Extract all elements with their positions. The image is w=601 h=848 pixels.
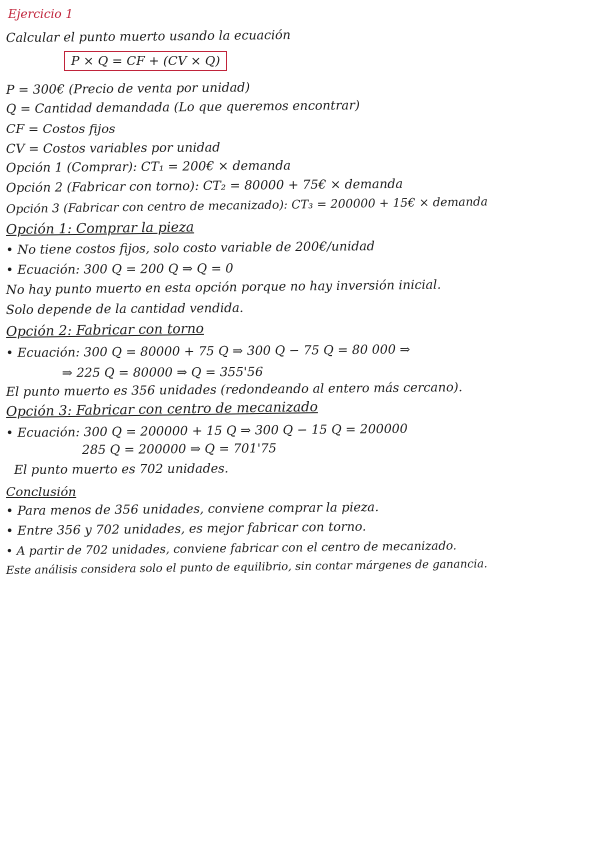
definition-line: Q = Cantidad demandada (Lo que queremos encontrar) xyxy=(5,97,360,116)
conclusion-line: • Para menos de 356 unidades, conviene comprar la pieza. xyxy=(5,499,379,518)
section-heading-option-2: Opción 2: Fabricar con torno xyxy=(5,320,205,340)
definition-line: P = 300€ (Precio de venta por unidad) xyxy=(5,79,251,97)
section-line: Solo depende de la cantidad vendida. xyxy=(5,299,244,317)
section-line: • No tiene costos fijos, solo costo variable de 200€/unidad xyxy=(5,238,375,257)
section-heading-option-3: Opción 3: Fabricar con centro de mecanizado xyxy=(5,399,318,420)
definition-line: CF = Costos fijos xyxy=(6,121,116,136)
section-line: • Ecuación: 300 Q = 80000 + 75 Q ⇒ 300 Q − 75 Q = 80 000 ⇒ xyxy=(5,341,411,360)
definition-line: Opción 3 (Fabricar con centro de mecanizado): CT₃ = 200000 + 15€ × demanda xyxy=(5,194,488,216)
section-line: ⇒ 225 Q = 80000 ⇒ Q = 355'56 xyxy=(61,363,264,380)
section-line: No hay punto muerto en esta opción porque no hay inversión inicial. xyxy=(5,276,442,297)
conclusion-line: • Entre 356 y 702 unidades, es mejor fabricar con torno. xyxy=(5,518,367,538)
definition-line: Opción 1 (Comprar): CT₁ = 200€ × demanda xyxy=(5,157,291,175)
definition-line: Opción 2 (Fabricar con torno): CT₂ = 80000 + 75€ × demanda xyxy=(5,175,404,195)
definition-line: CV = Costos variables por unidad xyxy=(5,139,221,156)
section-line: El punto muerto es 702 unidades. xyxy=(13,460,229,477)
section-line: 285 Q = 200000 ⇒ Q = 701'75 xyxy=(81,440,277,457)
conclusion-line: Este análisis considera solo el punto de equilibrio, sin contar márgenes de ganancia. xyxy=(5,557,488,577)
formula-box: P × Q = CF + (CV × Q) xyxy=(64,51,227,71)
intro-line: Calcular el punto muerto usando la ecuación xyxy=(5,27,291,45)
section-heading-option-1: Opción 1: Comprar la pieza xyxy=(5,219,195,238)
section-line: • Ecuación: 300 Q = 200000 + 15 Q ⇒ 300 Q − 15 Q = 200000 xyxy=(5,420,408,440)
section-heading-conclusion: Conclusión xyxy=(6,484,77,499)
section-line: El punto muerto es 356 unidades (redondeando al entero más cercano). xyxy=(5,379,463,399)
exercise-title: Ejercicio 1 xyxy=(8,7,74,21)
conclusion-line: • A partir de 702 unidades, conviene fabricar con el centro de mecanizado. xyxy=(5,538,457,558)
section-line: • Ecuación: 300 Q = 200 Q ⇒ Q = 0 xyxy=(5,260,234,277)
